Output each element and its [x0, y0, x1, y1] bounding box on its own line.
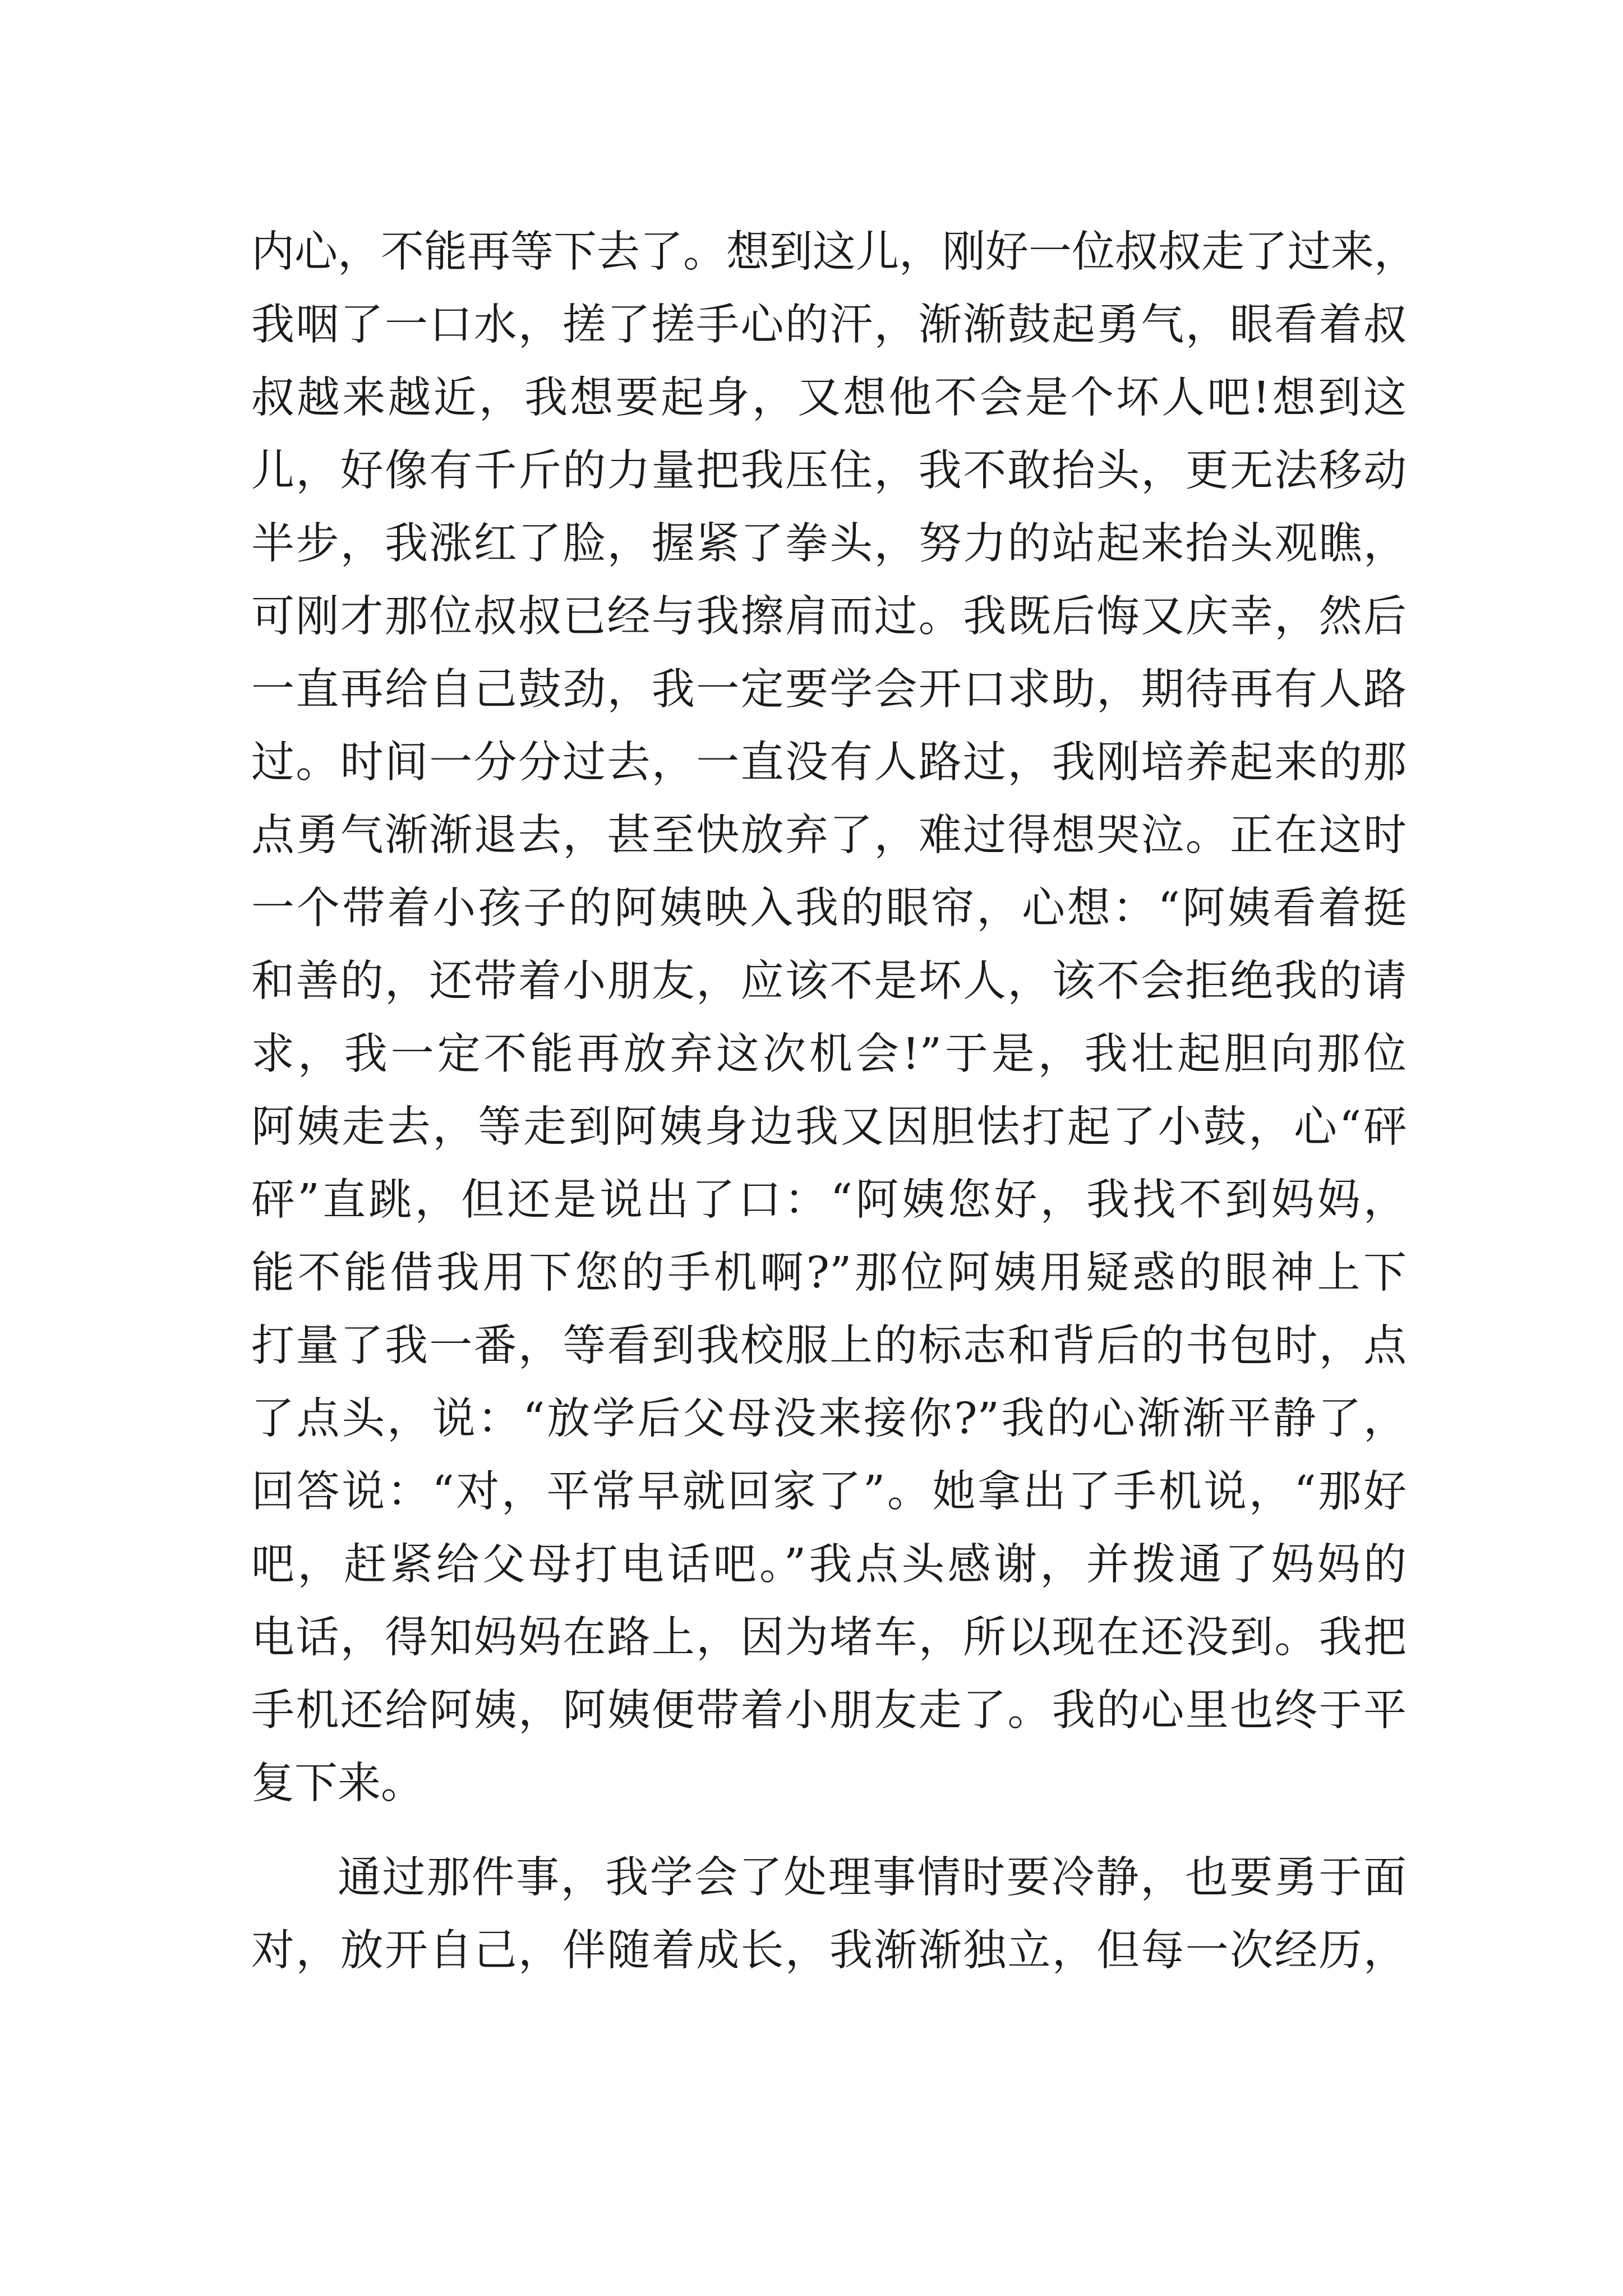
text-line: 儿，好像有千斤的力量把我压住，我不敢抬头，更无法移动: [251, 446, 1407, 496]
text-line: 内心，不能再等下去了。想到这儿，刚好一位叔叔走了过来，: [251, 227, 1417, 277]
text-line: 过。时间一分分过去，一直没有人路过，我刚培养起来的那: [251, 738, 1407, 788]
text-line: 砰”直跳，但还是说出了口：“阿姨您好，我找不到妈妈，: [251, 1175, 1407, 1225]
paragraph-2: [251, 1842, 1407, 1987]
text-line: 求，我一定不能再放弃这次机会!”于是，我壮起胆向那位: [251, 1029, 1407, 1079]
text-line: 了点头，说：“放学后父母没来接你?”我的心渐渐平静了，: [251, 1394, 1407, 1444]
text-line: 对，放开自己，伴随着成长，我渐渐独立，但每一次经历，: [251, 1926, 1407, 1976]
text-line: 能不能借我用下您的手机啊?”那位阿姨用疑惑的眼神上下: [251, 1248, 1407, 1298]
text-line: 我咽了一口水，搓了搓手心的汗，渐渐鼓起勇气，眼看着叔: [251, 300, 1407, 350]
text-line: 半步，我涨红了脸，握紧了拳头，努力的站起来抬头观瞧，: [251, 519, 1407, 569]
text-line: 打量了我一番，等看到我校服上的标志和背后的书包时，点: [251, 1321, 1407, 1371]
text-line: 电话，得知妈妈在路上，因为堵车，所以现在还没到。我把: [251, 1613, 1407, 1663]
text-line: 一直再给自己鼓劲，我一定要学会开口求助，期待再有人路: [251, 665, 1407, 715]
text-line: 和善的，还带着小朋友，应该不是坏人，该不会拒绝我的请: [251, 956, 1407, 1006]
text-line: 阿姨走去，等走到阿姨身边我又因胆怯打起了小鼓，心“砰: [251, 1102, 1407, 1152]
text-line: 点勇气渐渐退去，甚至快放弃了，难过得想哭泣。正在这时: [251, 811, 1407, 861]
paragraph-gap: [251, 1820, 1407, 1842]
text-line: 一个带着小孩子的阿姨映入我的眼帘，心想：“阿姨看着挺: [251, 884, 1407, 933]
paragraph-1: [251, 216, 1417, 1820]
text-line: 复下来。: [251, 1759, 424, 1809]
text-line: 叔越来越近，我想要起身，又想他不会是个坏人吧!想到这: [251, 373, 1407, 423]
text-line: 手机还给阿姨，阿姨便带着小朋友走了。我的心里也终于平: [251, 1686, 1407, 1736]
text-line: 吧，赶紧给父母打电话吧。”我点头感谢，并拨通了妈妈的: [251, 1540, 1407, 1590]
text-line: 通过那件事，我学会了处理事情时要冷静，也要勇于面: [338, 1853, 1407, 1903]
body-text: [251, 216, 1417, 1987]
text-line: 可刚才那位叔叔已经与我擦肩而过。我既后悔又庆幸，然后: [251, 592, 1407, 642]
text-line: 回答说：“对，平常早就回家了”。她拿出了手机说，“那好: [251, 1467, 1407, 1517]
